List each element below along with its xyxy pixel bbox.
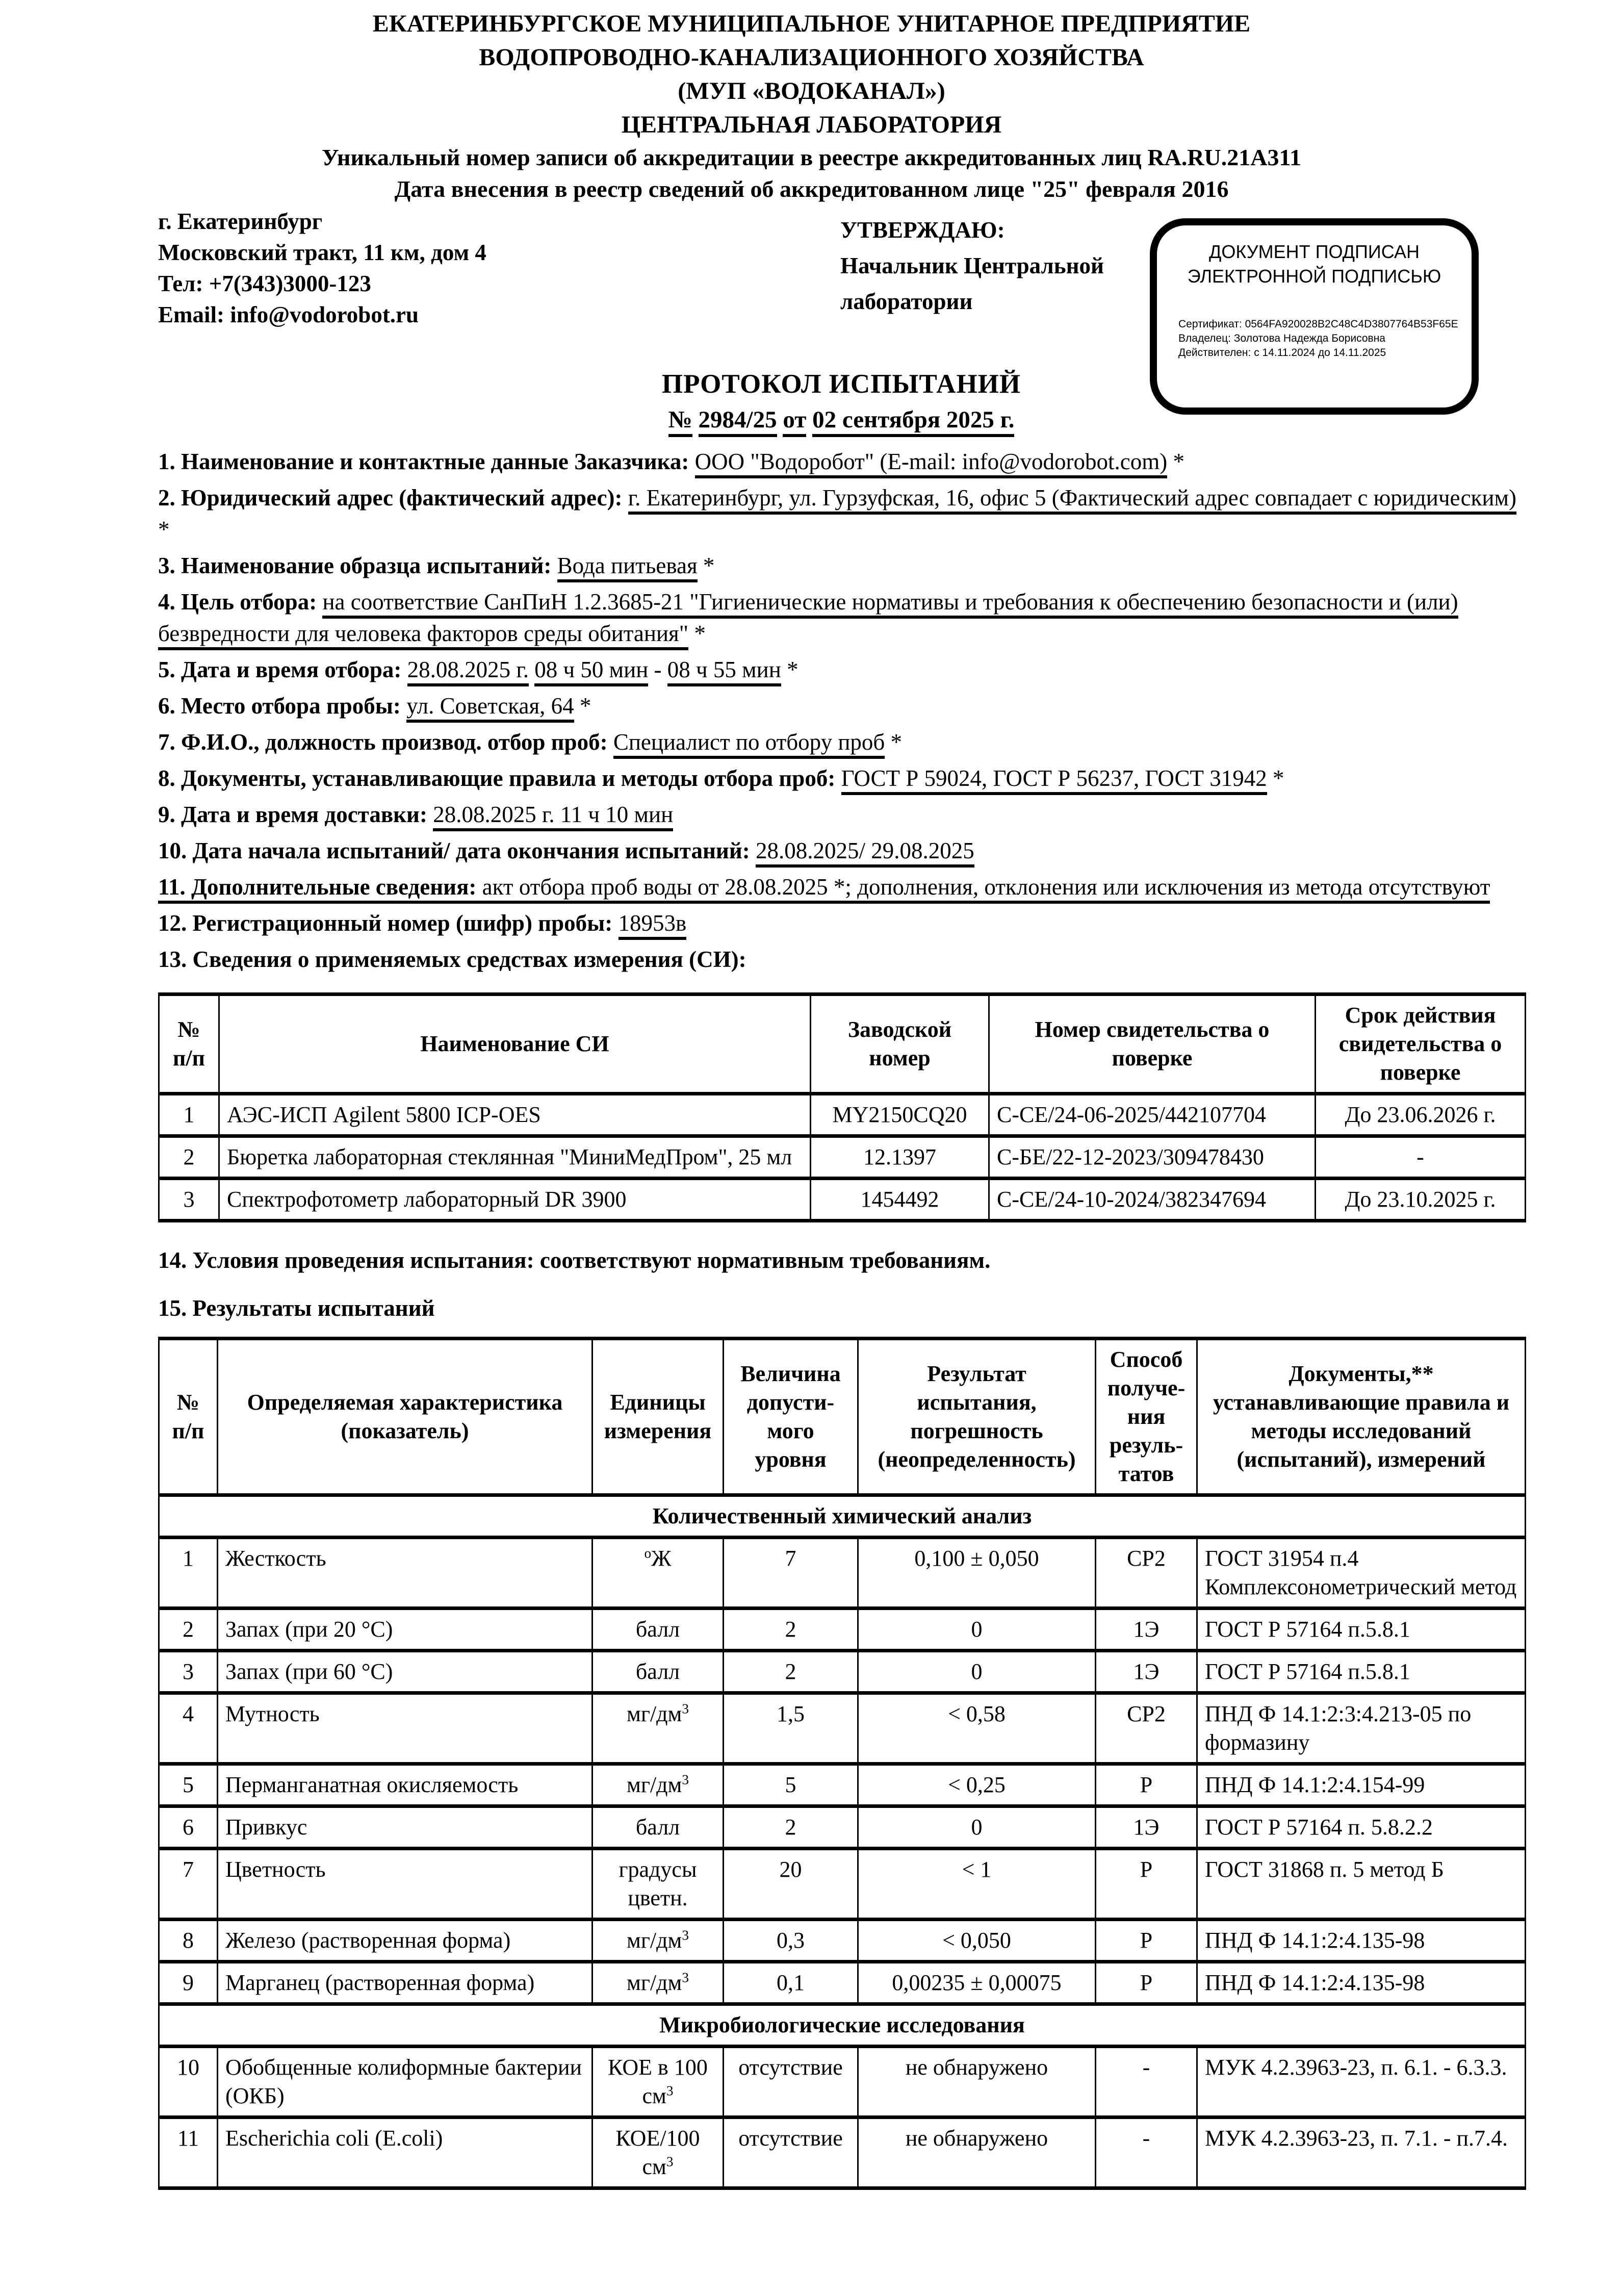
result-cell-method: СР2 xyxy=(1096,1693,1197,1764)
result-cell-document: ПНД Ф 14.1:2:4.154-99 xyxy=(1197,1764,1526,1806)
result-cell-number: 3 xyxy=(159,1651,218,1693)
text-segment: ООО "Водоробот" (E-mail: info@vodorobot.com) xyxy=(695,449,1168,478)
approval-block xyxy=(840,212,1104,319)
text-segment: 08 ч 50 мин xyxy=(534,657,648,686)
results-row xyxy=(159,1538,1526,1609)
text-segment: 3 xyxy=(682,1772,689,1788)
result-cell-characteristic: Запах (при 20 °С) xyxy=(218,1609,592,1651)
text-segment: Специалист по отбору проб xyxy=(613,729,885,759)
text-segment: акт отбора проб воды от 28.08.2025 *; дополнения, отклонения или исключения из метода отсутствуют xyxy=(482,874,1490,904)
result-cell-unit xyxy=(592,1538,724,1609)
results-column-header: № п/п xyxy=(159,1339,218,1495)
results-section-row xyxy=(159,1495,1526,1538)
result-cell-characteristic: Железо (растворенная форма) xyxy=(218,1920,592,1962)
lab-address-block xyxy=(158,206,486,330)
address-street: Московский тракт, 11 км, дом 4 xyxy=(158,240,486,265)
result-cell-value: < 0,25 xyxy=(858,1764,1096,1806)
result-cell-limit: отсутствие xyxy=(724,2047,858,2118)
result-cell-value: < 1 xyxy=(858,1849,1096,1920)
result-cell-value: не обнаружено xyxy=(858,2047,1096,2118)
result-cell-characteristic: Escherichia coli (E.coli) xyxy=(218,2118,592,2188)
result-cell-method: 1Э xyxy=(1096,1651,1197,1693)
result-cell-limit: отсутствие xyxy=(724,2118,858,2188)
result-cell-value: < 0,050 xyxy=(858,1920,1096,1962)
result-cell-document: ПНД Ф 14.1:2:3:4.213-05 по формазину xyxy=(1197,1693,1526,1764)
results-row xyxy=(159,2047,1526,2118)
text-segment: КОЕ/100 см xyxy=(615,2126,700,2179)
si-column-header: Номер свидетельства о поверке xyxy=(989,994,1316,1094)
text-segment: ул. Советская, 64 xyxy=(406,693,574,723)
result-cell-method: 1Э xyxy=(1096,1609,1197,1651)
org-name-line3: (МУП «ВОДОКАНАЛ») xyxy=(678,78,945,105)
si-cell: 2 xyxy=(159,1136,219,1179)
result-cell-unit xyxy=(592,1920,724,1962)
results-row xyxy=(159,1693,1526,1764)
si-cell: 12.1397 xyxy=(811,1136,989,1179)
text-segment: 11. Дополнительные сведения: xyxy=(158,874,482,904)
result-cell-method: Р xyxy=(1096,1849,1197,1920)
si-cell: 1454492 xyxy=(811,1179,989,1221)
result-cell-limit: 1,5 xyxy=(724,1693,858,1764)
result-cell-document: ПНД Ф 14.1:2:4.135-98 xyxy=(1197,1962,1526,2004)
text-segment: * xyxy=(158,517,170,542)
stamp-title-line2: ЭЛЕКТРОННОЙ ПОДПИСЬЮ xyxy=(1187,266,1441,287)
text-segment: 2984/25 xyxy=(699,406,777,437)
si-column-header: Заводской номер xyxy=(811,994,989,1094)
result-cell-characteristic: Обобщенные колиформные бактерии (ОКБ) xyxy=(218,2047,592,2118)
protocol-item-13 xyxy=(158,943,1525,975)
result-cell-unit xyxy=(592,1849,724,1920)
result-cell-limit: 5 xyxy=(724,1764,858,1806)
text-segment: * xyxy=(574,693,591,719)
si-cell: С-СЕ/24-10-2024/382347694 xyxy=(989,1179,1316,1221)
result-cell-characteristic: Марганец (растворенная форма) xyxy=(218,1962,592,2004)
text-segment: 28.08.2025 г. xyxy=(407,657,529,686)
text-segment: балл xyxy=(635,1659,680,1684)
si-cell: До 23.06.2026 г. xyxy=(1316,1094,1526,1136)
protocol-item-5 xyxy=(158,654,1525,685)
result-cell-characteristic: Перманганатная окисляемость xyxy=(218,1764,592,1806)
protocol-item-1 xyxy=(158,446,1525,477)
result-cell-method: СР2 xyxy=(1096,1538,1197,1609)
text-segment: 5. Дата и время отбора: xyxy=(158,657,407,682)
address-email: Email: info@vodorobot.ru xyxy=(158,302,419,327)
org-name-line2: ВОДОПРОВОДНО-КАНАЛИЗАЦИОННОГО ХОЗЯЙСТВА xyxy=(479,44,1144,71)
accreditation-number-line: Уникальный номер записи об аккредитации в реестре аккредитованных лиц RA.RU.21A311 xyxy=(322,144,1301,170)
result-cell-value: 0,00235 ± 0,00075 xyxy=(858,1962,1096,2004)
results-row xyxy=(159,1806,1526,1849)
text-segment: мг/дм xyxy=(627,1928,682,1953)
si-cell: MY2150CQ20 xyxy=(811,1094,989,1136)
result-cell-unit xyxy=(592,1962,724,2004)
result-cell-value: 0 xyxy=(858,1651,1096,1693)
address-phone: Тел: +7(343)3000-123 xyxy=(158,271,371,296)
protocol-item-2 xyxy=(158,482,1525,545)
org-name-line1: ЕКАТЕРИНБУРГСКОЕ МУНИЦИПАЛЬНОЕ УНИТАРНОЕ ПРЕДПРИЯТИЕ xyxy=(372,10,1251,37)
results-column-header: Определяемая характеристика (показатель) xyxy=(218,1339,592,1495)
text-segment: ГОСТ Р 59024, ГОСТ Р 56237, ГОСТ 31942 xyxy=(841,766,1267,795)
result-cell-characteristic: Запах (при 60 °С) xyxy=(218,1651,592,1693)
result-cell-unit xyxy=(592,1806,724,1849)
si-table xyxy=(158,992,1526,1222)
si-cell: До 23.10.2025 г. xyxy=(1316,1179,1526,1221)
text-segment: 1. Наименование и контактные данные Заказчика: xyxy=(158,449,695,474)
result-cell-limit: 0,3 xyxy=(724,1920,858,1962)
text-segment: * xyxy=(1167,449,1184,474)
protocol-item-3 xyxy=(158,550,1525,581)
text-segment: Ж xyxy=(651,1546,672,1571)
si-cell: АЭС-ИСП Agilent 5800 ICP-OES xyxy=(219,1094,811,1136)
text-segment: мг/дм xyxy=(627,1772,682,1797)
text-segment: 02 сентября 2025 г. xyxy=(812,406,1014,437)
results-section-label: Количественный химический анализ xyxy=(159,1495,1526,1538)
si-cell: 3 xyxy=(159,1179,219,1221)
result-cell-value: 0,100 ± 0,050 xyxy=(858,1538,1096,1609)
text-segment: Вода питьевая xyxy=(557,553,698,582)
result-cell-number: 1 xyxy=(159,1538,218,1609)
result-cell-document: ГОСТ 31954 п.4 Комплексонометрический метод xyxy=(1197,1538,1526,1609)
approval-position-line2: лаборатории xyxy=(840,289,973,314)
si-cell: - xyxy=(1316,1136,1526,1179)
item-14-conditions: 14. Условия проведения испытания: соответствуют нормативным требованиям. xyxy=(158,1247,991,1273)
result-cell-number: 10 xyxy=(159,2047,218,2118)
stamp-certificate-block xyxy=(1178,317,1472,360)
result-cell-limit: 7 xyxy=(724,1538,858,1609)
text-segment: 2. Юридический адрес (фактический адрес): xyxy=(158,485,628,511)
text-segment: * xyxy=(781,657,798,682)
text-segment: 3 xyxy=(682,1701,689,1717)
results-row xyxy=(159,1849,1526,1920)
result-cell-limit: 0,1 xyxy=(724,1962,858,2004)
result-cell-unit xyxy=(592,1693,724,1764)
protocol-item-10 xyxy=(158,835,1525,866)
results-row xyxy=(159,1651,1526,1693)
protocol-item-9 xyxy=(158,799,1525,830)
text-segment: 8. Документы, устанавливающие правила и методы отбора проб: xyxy=(158,766,841,791)
text-segment: на соответствие СанПиН 1.2.3685-21 "Гигиенические нормативы и требования к обеспечению безопасности и (или) безвредности для человека факторов среды обитания" xyxy=(158,589,1458,650)
result-cell-document: ПНД Ф 14.1:2:4.135-98 xyxy=(1197,1920,1526,1962)
results-row xyxy=(159,1962,1526,2004)
result-cell-number: 2 xyxy=(159,1609,218,1651)
text-segment: 9. Дата и время доставки: xyxy=(158,802,433,827)
si-cell: С-СЕ/24-06-2025/442107704 xyxy=(989,1094,1316,1136)
result-cell-document: ГОСТ Р 57164 п.5.8.1 xyxy=(1197,1651,1526,1693)
stamp-owner: Владелец: Золотова Надежда Борисовна xyxy=(1178,333,1385,344)
result-cell-number: 4 xyxy=(159,1693,218,1764)
results-section-row xyxy=(159,2004,1526,2047)
text-segment: 13. Сведения о применяемых средствах измерения (СИ): xyxy=(158,947,746,972)
si-cell: Бюретка лабораторная стеклянная "МиниМедПром", 25 мл xyxy=(219,1136,811,1179)
result-cell-unit xyxy=(592,2118,724,2188)
text-segment: 3. Наименование образца испытаний: xyxy=(158,553,557,578)
text-segment: балл xyxy=(635,1815,680,1840)
result-cell-method: - xyxy=(1096,2118,1197,2188)
text-segment: градусы цветн. xyxy=(619,1857,697,1910)
text-segment: 4. Цель отбора: xyxy=(158,589,323,615)
text-segment: г. Екатеринбург, ул. Гурзуфская, 16, офис 5 (Фактический адрес совпадает с юридическим) xyxy=(628,485,1516,515)
si-column-header: № п/п xyxy=(159,994,219,1094)
text-segment: * xyxy=(1267,766,1284,791)
si-row xyxy=(159,1094,1526,1136)
text-segment: 10. Дата начала испытаний/ дата окончания испытаний: xyxy=(158,838,756,863)
text-segment: КОЕ в 100 см xyxy=(608,2055,708,2108)
stamp-title-line1: ДОКУМЕНТ ПОДПИСАН xyxy=(1208,241,1420,262)
item-15-results-title: 15. Результаты испытаний xyxy=(158,1295,435,1321)
result-cell-number: 7 xyxy=(159,1849,218,1920)
result-cell-limit: 20 xyxy=(724,1849,858,1920)
results-row xyxy=(159,1764,1526,1806)
accreditation-date-line: Дата внесения в реестр сведений об аккредитованном лице "25" февраля 2016 xyxy=(394,176,1229,202)
approval-word: УТВЕРЖДАЮ: xyxy=(840,217,1005,243)
result-cell-unit xyxy=(592,1764,724,1806)
result-cell-document: МУК 4.2.3963-23, п. 7.1. - п.7.4. xyxy=(1197,2118,1526,2188)
approval-position-line1: Начальник Центральной xyxy=(840,253,1104,278)
result-cell-method: Р xyxy=(1096,1920,1197,1962)
results-header-row xyxy=(159,1339,1526,1495)
text-segment: 08 ч 55 мин xyxy=(667,657,781,686)
results-column-header: Результат испытания, погрешность (неопределенность) xyxy=(858,1339,1096,1495)
protocol-item-4 xyxy=(158,586,1525,649)
protocol-item-8 xyxy=(158,762,1525,794)
text-segment: 12. Регистрационный номер (шифр) пробы: xyxy=(158,910,619,936)
text-segment: № xyxy=(668,406,692,437)
text-segment: 7. Ф.И.О., должность производ. отбор проб: xyxy=(158,729,613,755)
si-row xyxy=(159,1179,1526,1221)
protocol-item-11 xyxy=(158,871,1525,903)
result-cell-value: 0 xyxy=(858,1806,1096,1849)
si-column-header: Наименование СИ xyxy=(219,994,811,1094)
main-content xyxy=(158,368,1525,2190)
address-city: г. Екатеринбург xyxy=(158,209,323,234)
result-cell-unit xyxy=(592,1651,724,1693)
si-cell: Спектрофотометр лабораторный DR 3900 xyxy=(219,1179,811,1221)
org-header xyxy=(0,7,1623,205)
results-row xyxy=(159,1609,1526,1651)
result-cell-document: МУК 4.2.3963-23, п. 6.1. - 6.3.3. xyxy=(1197,2047,1526,2118)
si-cell: С-БЕ/22-12-2023/309478430 xyxy=(989,1136,1316,1179)
result-cell-number: 5 xyxy=(159,1764,218,1806)
si-row xyxy=(159,1136,1526,1179)
protocol-number-line xyxy=(158,405,1525,435)
result-cell-value: 0 xyxy=(858,1609,1096,1651)
text-segment xyxy=(529,657,534,682)
text-segment: 3 xyxy=(666,2083,674,2099)
results-table xyxy=(158,1337,1526,2190)
text-segment: балл xyxy=(635,1617,680,1642)
result-cell-document: ГОСТ 31868 п. 5 метод Б xyxy=(1197,1849,1526,1920)
results-row xyxy=(159,1920,1526,1962)
result-cell-method: 1Э xyxy=(1096,1806,1197,1849)
text-segment: мг/дм xyxy=(627,1701,682,1726)
text-segment xyxy=(777,406,783,433)
protocol-item-12 xyxy=(158,907,1525,939)
text-segment xyxy=(692,406,699,433)
result-cell-characteristic: Жесткость xyxy=(218,1538,592,1609)
result-cell-value: не обнаружено xyxy=(858,2118,1096,2188)
text-segment xyxy=(806,406,812,433)
si-header-row xyxy=(159,994,1526,1094)
stamp-validity: Действителен: с 14.11.2024 до 14.11.2025 xyxy=(1178,347,1386,359)
text-segment: - xyxy=(648,657,667,682)
result-cell-unit xyxy=(592,2047,724,2118)
result-cell-method: - xyxy=(1096,2047,1197,2118)
results-column-header: Единицы измерения xyxy=(592,1339,724,1495)
result-cell-characteristic: Привкус xyxy=(218,1806,592,1849)
protocol-items-list xyxy=(158,446,1525,975)
text-segment: * xyxy=(885,729,903,755)
text-segment: 3 xyxy=(682,1970,689,1985)
results-column-header: Способ получе-ния резуль-татов xyxy=(1096,1339,1197,1495)
results-row xyxy=(159,2118,1526,2188)
result-cell-number: 9 xyxy=(159,1962,218,2004)
result-cell-characteristic: Цветность xyxy=(218,1849,592,1920)
text-segment: 28.08.2025 г. 11 ч 10 мин xyxy=(433,802,673,831)
result-cell-number: 11 xyxy=(159,2118,218,2188)
stamp-title xyxy=(1157,240,1472,289)
stamp-certificate-number: Сертификат: 0564FA920028B2C48C4D3807764B53F65E xyxy=(1178,318,1458,330)
results-column-header: Величина допусти-мого уровня xyxy=(724,1339,858,1495)
result-cell-unit xyxy=(592,1609,724,1651)
results-section-label: Микробиологические исследования xyxy=(159,2004,1526,2047)
text-segment: * xyxy=(688,621,706,646)
result-cell-limit: 2 xyxy=(724,1651,858,1693)
text-segment: 3 xyxy=(666,2154,674,2170)
document-title: ПРОТОКОЛ ИСПЫТАНИЙ xyxy=(661,369,1021,399)
text-segment: 6. Место отбора пробы: xyxy=(158,693,407,719)
result-cell-method: Р xyxy=(1096,1764,1197,1806)
text-segment: от xyxy=(783,406,806,437)
protocol-item-6 xyxy=(158,690,1525,722)
si-column-header: Срок действия свидетельства о поверке xyxy=(1316,994,1526,1094)
text-segment: мг/дм xyxy=(627,1970,682,1995)
result-cell-number: 6 xyxy=(159,1806,218,1849)
result-cell-value: < 0,58 xyxy=(858,1693,1096,1764)
org-name-line4: ЦЕНТРАЛЬНАЯ ЛАБОРАТОРИЯ xyxy=(621,111,1002,138)
text-segment: 28.08.2025/ 29.08.2025 xyxy=(756,838,974,868)
result-cell-limit: 2 xyxy=(724,1806,858,1849)
result-cell-characteristic: Мутность xyxy=(218,1693,592,1764)
results-column-header: Документы,** устанавливающие правила и методы исследований (испытаний), измерений xyxy=(1197,1339,1526,1495)
text-segment: о xyxy=(644,1545,652,1561)
protocol-item-7 xyxy=(158,726,1525,758)
result-cell-number: 8 xyxy=(159,1920,218,1962)
text-segment: * xyxy=(697,553,715,578)
si-cell: 1 xyxy=(159,1094,219,1136)
result-cell-limit: 2 xyxy=(724,1609,858,1651)
result-cell-document: ГОСТ Р 57164 п.5.8.1 xyxy=(1197,1609,1526,1651)
result-cell-method: Р xyxy=(1096,1962,1197,2004)
result-cell-document: ГОСТ Р 57164 п. 5.8.2.2 xyxy=(1197,1806,1526,1849)
text-segment: 18953в xyxy=(619,910,687,940)
text-segment: 3 xyxy=(682,1927,689,1943)
